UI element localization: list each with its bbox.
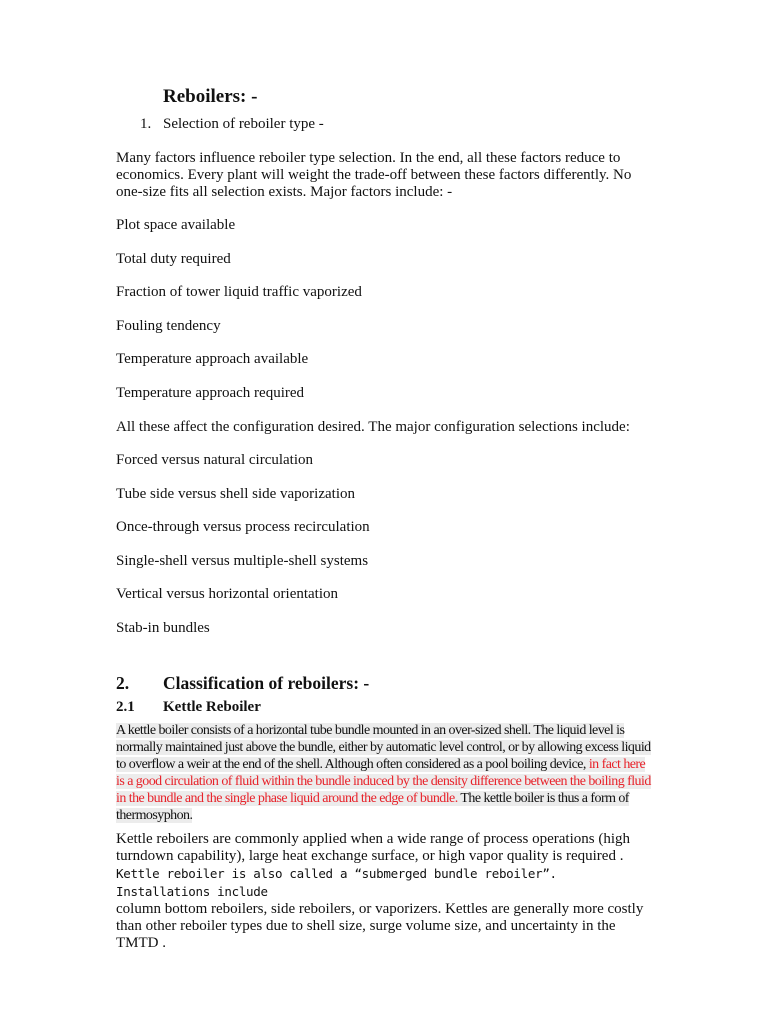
config-item: Single-shell versus multiple-shell systems	[116, 553, 369, 569]
numbered-list-item	[140, 116, 324, 133]
section-number: 2.	[116, 673, 130, 693]
page-title: Reboilers: -	[163, 86, 258, 107]
config-item: Once-through versus process recirculation	[116, 519, 370, 535]
factor-item: Plot space available	[116, 217, 236, 233]
factor-item: Temperature approach available	[116, 351, 309, 367]
kettle-apps-part1: Kettle reboilers are commonly applied when a wide range of process operations (high turndown capability), large heat exchange surface, or high vapor quality is required .	[116, 831, 630, 864]
kettle-apps-mono: Kettle reboiler is also called a “submerged bundle reboiler”. Installations include	[116, 866, 557, 899]
list-item-number: 1.	[140, 116, 152, 132]
kettle-apps-part2: column bottom reboilers, side reboilers, or vaporizers. Kettles are generally more costly than other reboiler types due to shell size, surge volume size, and uncertainty in the TMTD .	[116, 901, 644, 951]
list-item-text: Selection of reboiler type -	[163, 116, 324, 132]
factor-item: Fraction of tower liquid traffic vaporized	[116, 284, 362, 300]
config-item: Vertical versus horizontal orientation	[116, 586, 339, 602]
factor-item: Total duty required	[116, 251, 231, 267]
factor-item: Temperature approach required	[116, 385, 305, 401]
intro-paragraph: Many factors influence reboiler type selection. In the end, all these factors reduce to economics. Every plant will weight the trade-off between these factors differently. No one-size fits all selection exists. Major factors include: -	[116, 150, 632, 200]
kettle-description	[116, 722, 652, 824]
config-item: Tube side versus shell side vaporization	[116, 486, 355, 502]
kettle-text-part1: A kettle boiler consists of a horizontal tube bundle mounted in an over-sized shell. The liquid level is normally maintained just above the bundle, either by automatic level control, or by allowing excess liquid to overflow a weir at the end of the shell. Although often considered as a pool boiling device,	[116, 723, 651, 772]
subsection-title: Kettle Reboiler	[163, 699, 261, 715]
factor-item: Fouling tendency	[116, 318, 221, 334]
config-item: Forced versus natural circulation	[116, 452, 314, 468]
kettle-applications-paragraph	[116, 831, 656, 952]
config-item: Stab-in bundles	[116, 620, 210, 636]
kettle-highlighted-text: in fact here is a good circulation of fluid within the bundle induced by the density difference between the boiling fluid in the bundle and the single phase liquid around the edge of bundle.	[116, 757, 651, 806]
subsection-number: 2.1	[116, 699, 135, 715]
kettle-text-part2: The kettle boiler is thus a form of thermosyphon.	[116, 791, 629, 823]
config-intro: All these affect the configuration desired. The major configuration selections include:	[116, 419, 630, 435]
section-title: Classification of reboilers: -	[163, 673, 370, 693]
